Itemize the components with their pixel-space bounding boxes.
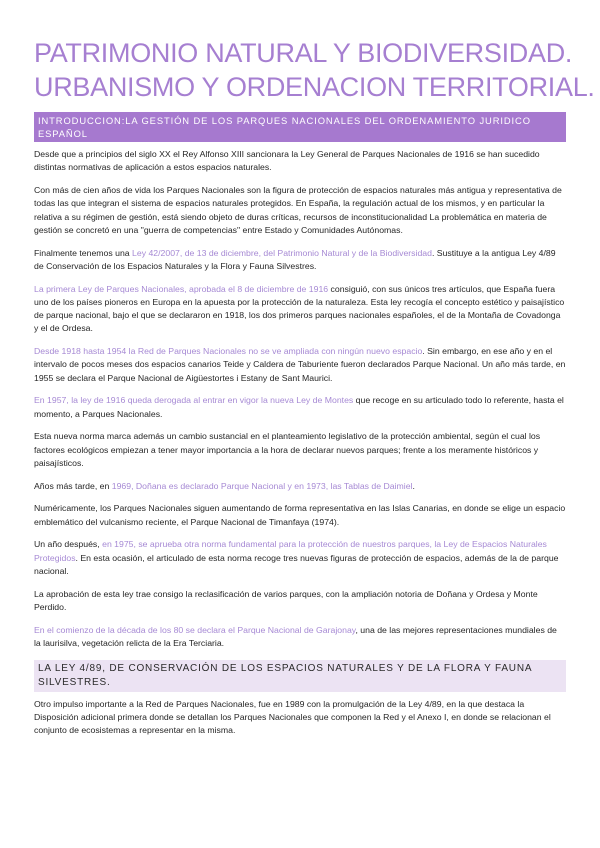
paragraph-7: Esta nueva norma marca además un cambio sustancial en el planteamiento legislativo de la protección ambiental, según el cual los factores ecológicos empiezan a tener mayor importancia a la hora de declarar nuevos parques; frente a los meramente históricos y paisajísticos.: [34, 431, 541, 468]
text-run: Un año después,: [34, 539, 103, 550]
text-run: . Sin embargo, en ese año y en el intervalo de pocos meses dos espacios canarios Teide y Caldera de Taburiente fueron declarados Parque Nacional. Un año más tarde, en 1955 se declara el Parque Nacional de Aigüestortes i Estany de Sant Maurici.: [34, 346, 566, 383]
highlighted-text: En 1957, la ley de 1916 queda derogada al entrar en vigor la nueva Ley de Montes: [34, 395, 354, 406]
document-title: [34, 36, 595, 104]
highlighted-text: Ley 42/2007, de 13 de diciembre, del Patrimonio Natural y de la Biodiversidad: [132, 247, 432, 258]
text-run: Años más tarde, en: [34, 480, 112, 491]
paragraph-3: [34, 247, 566, 274]
paragraph-5: [34, 345, 566, 385]
text-run: Finalmente tenemos una: [34, 247, 133, 258]
text-run: , una de las mejores representaciones mundiales de la laurisilva, vegetación relicta de la Era Terciaria.: [34, 624, 557, 648]
paragraph-10: [34, 538, 566, 578]
highlighted-text: en 1975, se aprueba otra norma fundamental para la protección de nuestros parques, la Ley de Espacios Naturales Protegidos: [34, 539, 547, 563]
paragraph-6: [34, 394, 566, 421]
paragraph-11: La aprobación de esta ley trae consigo la reclasificación de varios parques, con la ampliación notoria de Doñana y Ordesa y Monte Perdido.: [34, 588, 538, 612]
title-line-2: URBANISMO Y ORDENACION TERRITORIAL.: [34, 72, 595, 102]
paragraph-1: Desde que a principios del siglo XX el Rey Alfonso XIII sancionara la Ley General de Parques Nacionales de 1916 se han sucedido distintas normativas de aplicación a estos espacios naturales.: [34, 149, 540, 173]
text-run: . En esta ocasión, el articulado de esta norma recoge tres nuevas figuras de protección de espacios, además de la de parque nacional.: [34, 552, 559, 576]
text-run: que recoge en su articulado todo lo referente, hasta el momento, a Parques Nacionales.: [34, 395, 564, 419]
text-run: consiguió, con sus únicos tres artículos, que España fuera uno de los países pioneros en Europa en la apuesta por la protección de la naturaleza. Esta ley recogía el concepto estético y paisajístico de parque nacional, bajo el que se declararon en 1918, los dos primeros parques nacionales españoles, el de la Montaña de Covadonga y el de Ordesa.: [34, 283, 565, 334]
paragraph-2: Con más de cien años de vida los Parques Nacionales son la figura de protección de espacios naturales más antigua y representativa de todas las que integran el sistema de espacios naturales protegidos. En España, la regulación actual de los mismos, y en particular la relativa a su régimen de gestión, está siendo objeto de duras críticas, recursos de inconstitucionalidad La problemática en materia de gestión se concretó en una "guerra de competencias" entre Estado y Comunidades Autónomas.: [34, 184, 562, 235]
title-line-1: PATRIMONIO NATURAL Y BIODIVERSIDAD.: [34, 38, 573, 68]
highlighted-text: Desde 1918 hasta 1954 la Red de Parques Nacionales no se ve ampliada con ningún nuevo espacio: [34, 346, 423, 357]
section-heading-ley-4-89: LA LEY 4/89, DE CONSERVACIÓN DE LOS ESPACIOS NATURALES Y DE LA FLORA Y FAUNA SILVESTRES.: [34, 660, 566, 692]
text-run: .: [412, 480, 415, 491]
paragraph-13: Otro impulso importante a la Red de Parques Nacionales, fue en 1989 con la promulgación de la Ley 4/89, en la que destaca la Disposición adicional primera donde se detallan los Parques Nacionales que componen la Red y el Anexo I, en donde se relacionan el conjunto de ecosistemas a representar en la misma.: [34, 698, 551, 736]
paragraph-12: [34, 624, 566, 651]
section-heading-intro: INTRODUCCION:LA GESTIÓN DE LOS PARQUES NACIONALES DEL ORDENAMIENTO JURIDICO ESPAÑOL: [34, 112, 566, 142]
paragraph-9: Numéricamente, los Parques Nacionales siguen aumentando de forma representativa en las Islas Canarias, en donde se elige un espacio emblemático del vulcanismo reciente, el Parque Nacional de Timanfaya (1974).: [34, 503, 566, 527]
paragraph-8: [34, 480, 566, 493]
highlighted-text: La primera Ley de Parques Nacionales, aprobada el 8 de diciembre de 1916: [34, 283, 329, 294]
highlighted-text: En el comienzo de la década de los 80 se declara el Parque Nacional de Garajonay: [34, 624, 356, 635]
highlighted-text: 1969, Doñana es declarado Parque Nacional y en 1973, las Tablas de Daimiel: [111, 480, 413, 491]
paragraph-4: [34, 283, 566, 336]
text-run: . Sustituye a la antigua Ley 4/89 de Conservación de los Espacios Naturales y la Flora y Fauna Silvestres.: [34, 247, 556, 271]
